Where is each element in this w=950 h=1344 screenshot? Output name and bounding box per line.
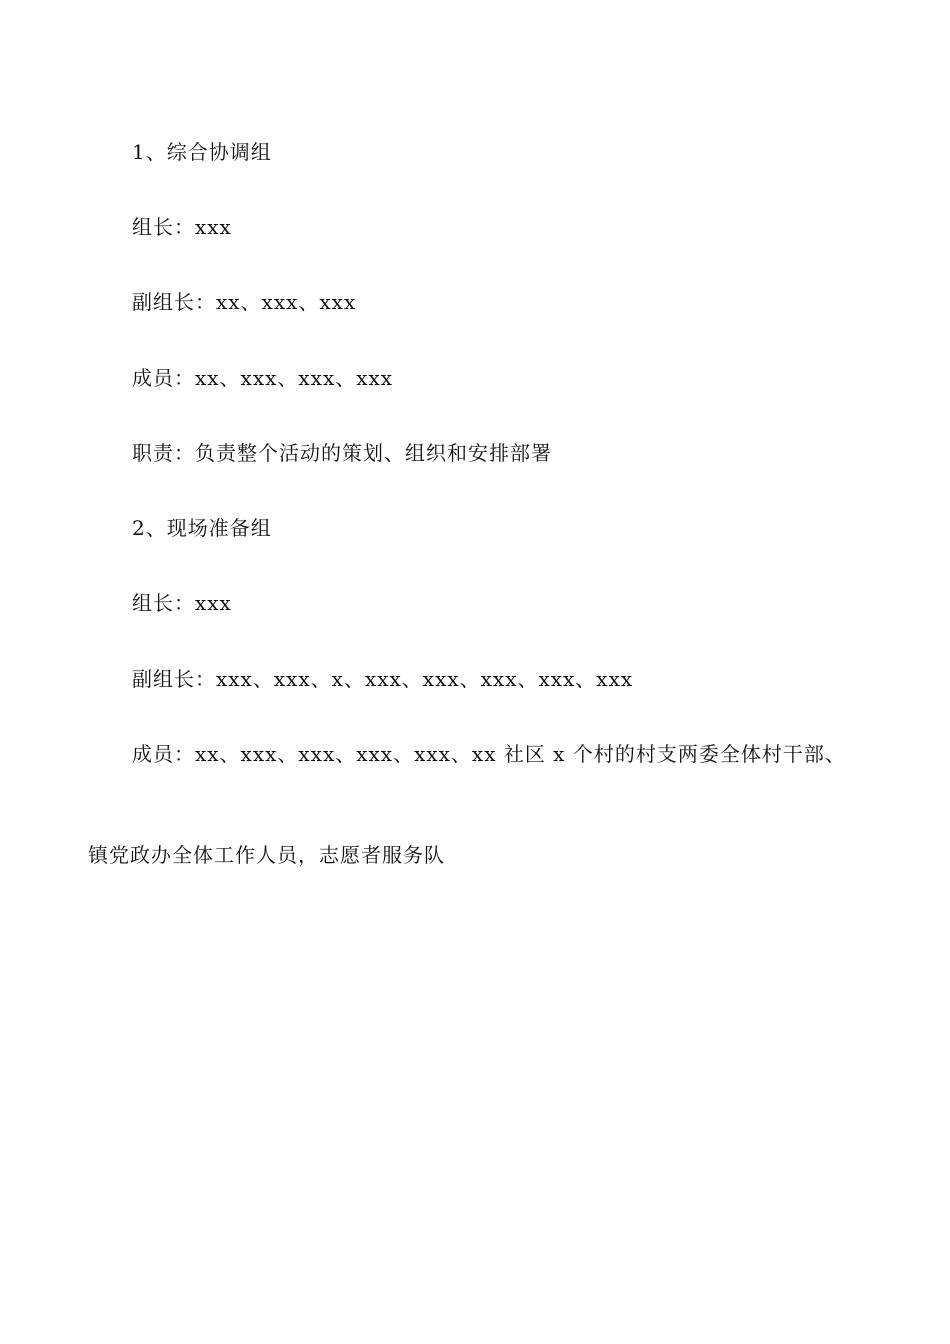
section-2-members-line2: 镇党政办全体工作人员，志愿者服务队 xyxy=(88,843,445,867)
section-2-heading: 2、现场准备组 xyxy=(132,516,272,540)
section-2-leader: 组长：xxx xyxy=(132,591,232,615)
section-2-members-line1: 成员：xx、xxx、xxx、xxx、xxx、xx 社区 x 个村的村支两委全体村干部、 xyxy=(132,742,846,766)
section-1-members: 成员：xx、xxx、xxx、xxx xyxy=(132,366,394,390)
section-1-heading: 1、综合协调组 xyxy=(132,140,272,164)
section-1-leader: 组长：xxx xyxy=(132,215,232,239)
section-2-deputy: 副组长：xxx、xxx、x、xxx、xxx、xxx、xxx、xxx xyxy=(132,667,634,691)
section-1-deputy: 副组长：xx、xxx、xxx xyxy=(132,290,357,314)
section-1-duty: 职责：负责整个活动的策划、组织和安排部署 xyxy=(132,441,552,465)
